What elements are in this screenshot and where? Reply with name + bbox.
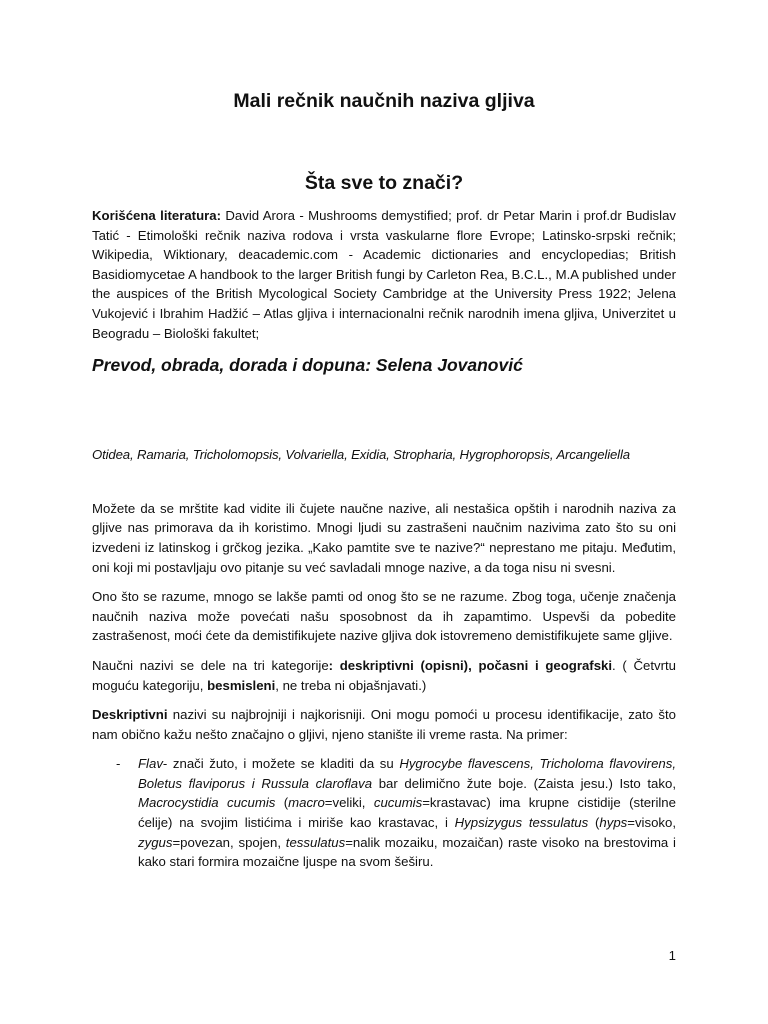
categories-text-2: . ( Četvrtu moguću kategoriju,: [92, 657, 676, 693]
list-item: [116, 754, 677, 872]
item-text-1: - znači žuto, i možete se kladiti da su: [162, 756, 400, 772]
term-cucumis: cucumis: [373, 795, 423, 811]
item-text-4: =veliki,: [324, 795, 374, 811]
item-text-3: (: [275, 795, 289, 811]
page-number: 1: [668, 948, 676, 963]
literature-label: Korišćena literatura:: [92, 208, 221, 223]
item-text-5: =krastavac) ima krupne cistidije (sterilne ćelije) na svojim listićima i miriše kao krastavac, i: [138, 795, 676, 831]
term-zygus: zygus: [138, 834, 173, 850]
term-flav: Flav: [138, 756, 163, 772]
categories-bold: : deskriptivni (opisni), počasni i geografski: [328, 657, 613, 673]
species-macrocystidia: Macrocystidia cucumis: [138, 795, 276, 811]
term-tessulatus: tessulatus: [285, 834, 346, 850]
genera-list: Otidea, Ramaria, Tricholomopsis, Volvariella, Exidia, Stropharia, Hygrophoropsis, Arcangeliella: [92, 447, 630, 463]
categories-text-1: Naučni nazivi se dele na tri kategorije: [92, 657, 329, 673]
descriptive-text: nazivi su najbrojniji i najkorisniji. Oni mogu pomoći u procesu identifikacije, zato što nam obično kažu nešto značajno o gljivi, njeno stanište ili vreme rasta. Na primer:: [92, 707, 676, 742]
item-text-9: =nalik mozaiku, mozaičan) raste visoko na brestovima i kako stari formira mozaične ljuspe na svom šeširu.: [138, 834, 676, 870]
item-text-6: (: [588, 815, 600, 831]
intro-paragraph: Možete da se mrštite kad vidite ili čujete naučne nazive, ali nestašica opštih i narodnih naziva za gljive nas primorava da ih koristimo. Mnogi ljudi su zastrašeni naučnim nazivima zato što su oni izvedeni iz latinskog i grčkog jezika. „Kako pamtite sve te nazive?“ neprestano me pitaju. Međutim, oni koji mi postavljaju ovo pitanje su već savladali mnoge nazive, a da toga nisu ni svesni.: [92, 500, 676, 575]
species-hypsizygus: Hypsizygus tessulatus: [454, 815, 589, 831]
categories-text-3: , ne treba ni objašnjavati.): [275, 677, 427, 693]
categories-paragraph: [92, 656, 676, 695]
literature-paragraph: [92, 206, 676, 343]
term-hyps: hyps: [599, 815, 628, 831]
example-list: [92, 754, 676, 872]
item-text-7: =visoko,: [627, 815, 677, 831]
item-text-2: bar delimično žute boje. (Zaista jesu.) Isto tako,: [372, 775, 676, 791]
term-macro: macro: [288, 795, 325, 811]
document-subtitle: Šta sve to znači?: [304, 172, 464, 194]
translation-credit: Prevod, obrada, dorada i dopuna: Selena Jovanović: [92, 355, 523, 376]
species-yellow: Hygrocybe flavescens, Tricholoma flavovirens, Boletus flaviporus i Russula claroflava: [138, 756, 676, 791]
literature-text: David Arora - Mushrooms demystified; prof. dr Petar Marin i prof.dr Budislav Tatić - Etimološki rečnik naziva rodova i vrsta vaskularne flore Evrope; Latinsko-srpski rečnik; Wikipedia, Wiktionary, deacademic.com - Academic dictionaries and encyclopedias; British Basidiomycetae A handbook to the larger British fungi by Carleton Rea, B.C.L., M.A published under the auspices of the British Mycological Society Cambridge at the University Press 1922; Jelena Vukojević i Ibrahim Hadžić – Atlas gljiva i internacionalni rečnik narodnih imena gljiva, Univerzitet u Beogradu – Biološki fakultet;: [92, 208, 676, 341]
descriptive-paragraph: [92, 705, 676, 744]
item-text-8: =povezan, spojen,: [172, 834, 286, 850]
descriptive-bold: Deskriptivni: [92, 707, 168, 723]
categories-bold-meaningless: besmisleni: [207, 677, 276, 693]
understanding-paragraph: Ono što se razume, mnogo se lakše pamti od onog što se ne razume. Zbog toga, učenje značenja naučnih naziva može povećati našu sposobnost da ih zapamtimo. Uspevši da pobedite zastrašenost, moći ćete da demistifikujete nazive gljiva dok istovremeno demistifikujete same gljive.: [92, 589, 676, 644]
dash-bullet: -: [116, 756, 121, 772]
document-title: Mali rečnik naučnih naziva gljiva: [233, 90, 535, 112]
